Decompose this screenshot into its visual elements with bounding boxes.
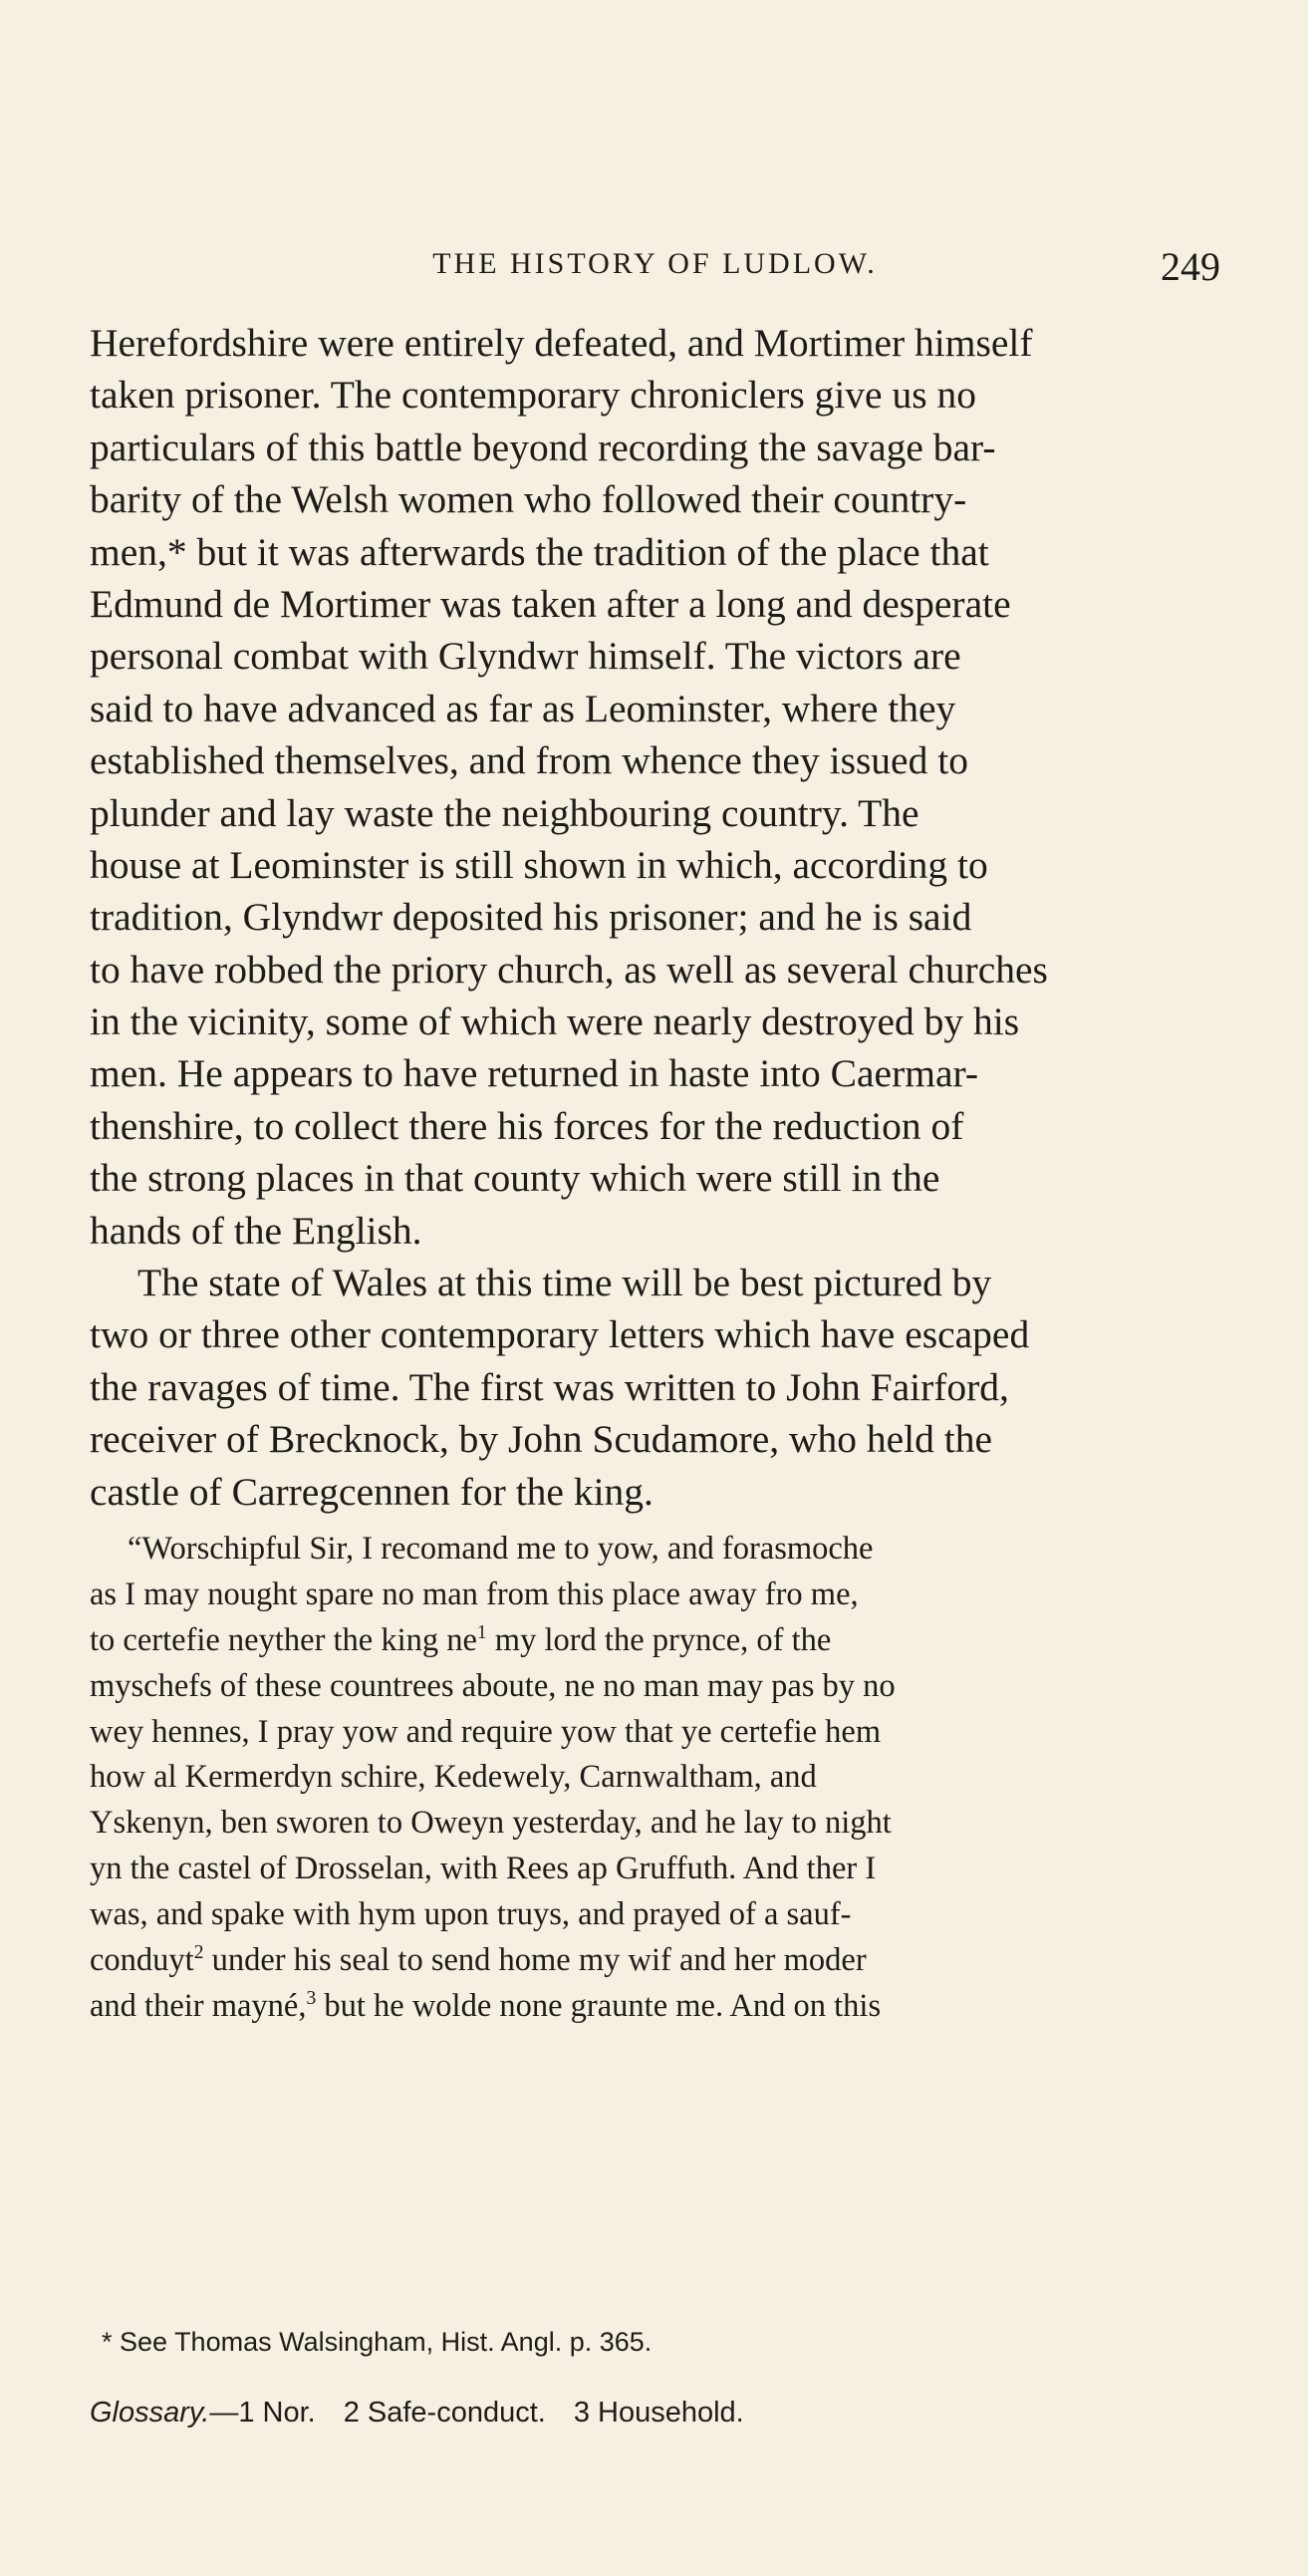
quote-line: myschefs of these countrees aboute, ne no man may pas by no [90,1667,896,1704]
body-line: thenshire, to collect there his forces for the reduction of [90,1103,964,1148]
body-line: tradition, Glyndwr deposited his prisoner; and he is said [90,895,972,940]
page-number: 249 [1161,244,1220,289]
quote-line [90,1984,1220,2030]
glossary-entry: 2 Safe-conduct. [343,2397,546,2429]
body-line: particulars of this battle beyond recording the savage bar- [90,425,996,469]
notes [90,2327,1220,2442]
body-line: house at Leominster is still shown in which, according to [90,842,988,887]
quote-line: how al Kermerdyn schire, Kedewely, Carnwaltham, and [90,1759,817,1796]
quote-line: wey hennes, I pray yow and require yow that ye certefie hem [90,1713,882,1750]
footnote: * See Thomas Walsingham, Hist. Angl. p. 365. [102,2327,653,2357]
body-line: Edmund de Mortimer was taken after a long and desperate [90,581,1011,626]
quote-line: Yskenyn, ben sworen to Oweyn yesterday, and he lay to night [90,1805,892,1842]
quote-text: and their mayné, [90,1987,307,2024]
body-line: in the vicinity, some of which were nearly destroyed by his [90,1000,1020,1044]
body-line: plunder and lay waste the neighbouring country. The [90,790,919,835]
glossary [90,2397,1220,2442]
body-line: the strong places in that county which were still in the [90,1156,940,1201]
body-line: to have robbed the priory church, as well as several churches [90,947,1048,992]
glossary-dash: — [209,2397,239,2429]
running-head [90,243,1220,295]
body-line: The state of Wales at this time will be best pictured by [137,1261,992,1305]
running-title: THE HISTORY OF LUDLOW. [432,247,878,280]
body-line: taken prisoner. The contemporary chroniclers give us no [90,373,976,418]
body-line: Herefordshire were entirely defeated, and Mortimer himself [90,321,1033,365]
glossary-marker: 1 [476,1621,487,1643]
glossary-entry: 1 Nor. [238,2397,316,2429]
quote-line [90,1938,1220,1984]
body-line: men. He appears to have returned in haste into Caermar- [90,1051,978,1096]
glossary-marker: 3 [306,1988,317,2010]
body-line: barity of the Welsh women who followed their country- [90,477,967,522]
glossary-label: Glossary. [90,2397,210,2429]
quote-text: to certefie neyther the king ne [90,1621,477,1658]
body-line: two or three other contemporary letters which have escaped [90,1312,1030,1357]
body-line: established themselves, and from whence they issued to [90,738,968,783]
quote-line: as I may nought spare no man from this place away fro me, [90,1575,859,1612]
quote-text: but he wolde none graunte me. And on this [324,1987,882,2024]
body-line: personal combat with Glyndwr himself. The victors are [90,634,961,679]
quote-line: “Worschipful Sir, I recomand me to yow, and forasmoche [128,1531,874,1567]
body-line: the ravages of time. The first was written to John Fairford, [90,1364,1009,1409]
quote-line: yn the castel of Drosselan, with Rees ap Gruffuth. And ther I [90,1851,877,1887]
quote-text: under his seal to send home my wif and her moder [211,1942,867,1979]
quoted-letter [90,1527,1220,2030]
quote-text: conduyt [90,1942,194,1979]
body-line: receiver of Brecknock, by John Scudamore, who held the [90,1417,993,1462]
glossary-entry: 3 Household. [573,2397,744,2429]
body-line: castle of Carregcennen for the king. [90,1469,654,1514]
body-text [90,317,1220,1518]
quote-text: my lord the prynce, of the [494,1621,832,1658]
quote-line [90,1618,1220,1664]
body-line: men,* but it was afterwards the tradition of the place that [90,529,989,574]
body-line: hands of the English. [90,1208,422,1253]
glossary-marker: 2 [193,1942,204,1964]
quote-line: was, and spake with hym upon truys, and prayed of a sauf- [90,1896,852,1933]
body-line: said to have advanced as far as Leominster, where they [90,686,956,730]
